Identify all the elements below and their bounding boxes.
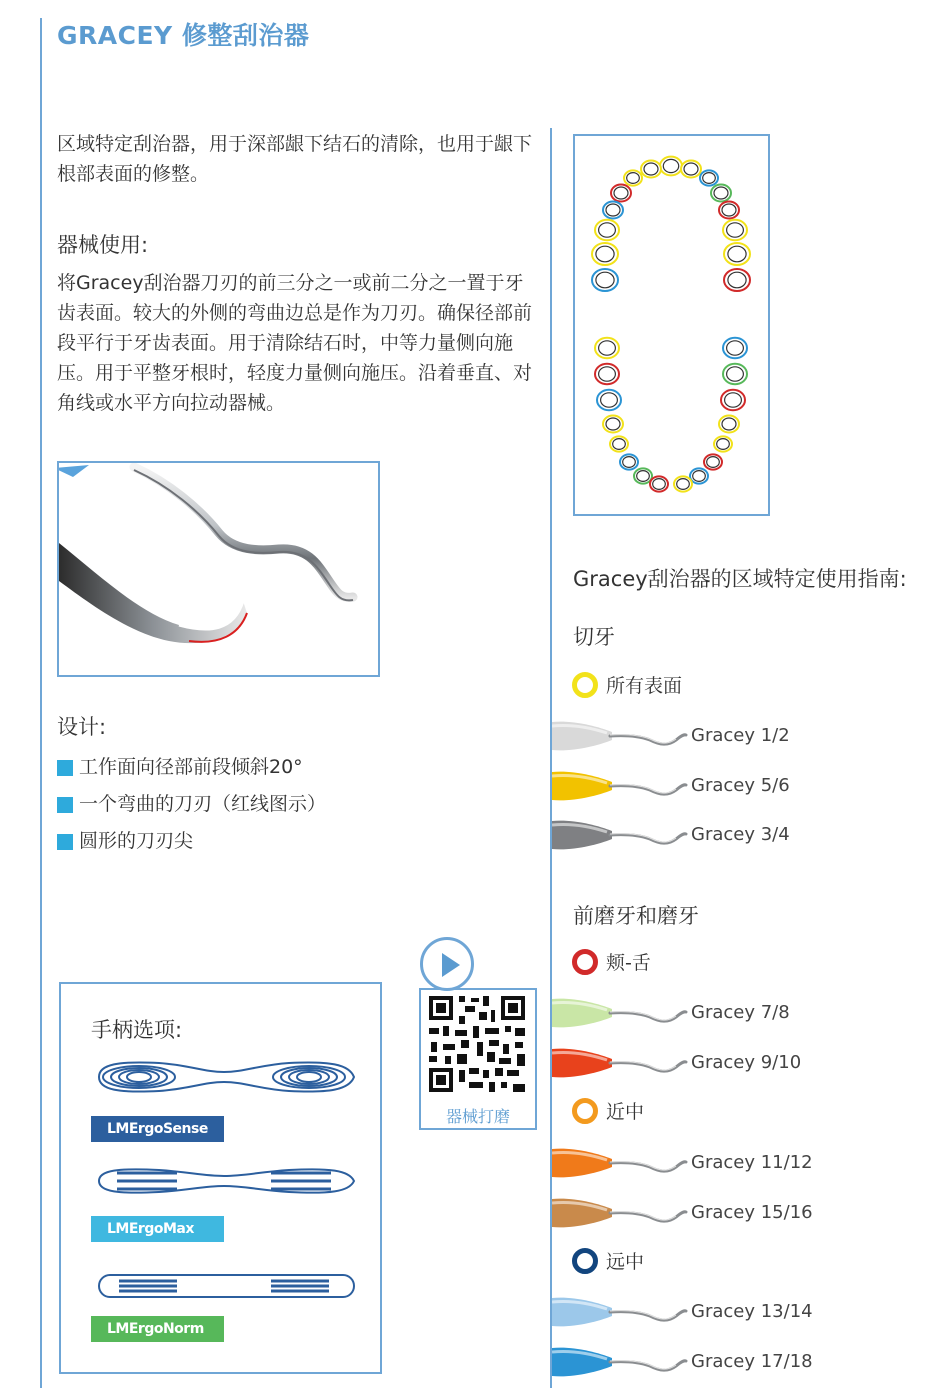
group-heading-premolars-molars: 前磨牙和磨牙 — [573, 904, 699, 928]
play-icon — [442, 953, 460, 977]
handle-options-panel — [59, 982, 382, 1374]
instrument-icon — [552, 813, 692, 857]
instrument-icon — [552, 714, 692, 758]
instrument-row — [552, 1290, 950, 1334]
design-item: 工作面向径部前段倾斜20° — [57, 749, 326, 786]
instrument-row — [552, 991, 950, 1035]
ergosense-handle-icon — [89, 1056, 359, 1098]
square-bullet-icon — [57, 760, 73, 776]
instrument-icon — [552, 991, 692, 1035]
instrument-name: Gracey 15/16 — [691, 1202, 813, 1223]
instrument-row — [552, 1191, 950, 1235]
instrument-row — [552, 813, 950, 857]
yellow-ring-icon — [572, 672, 598, 698]
surface-mesial: 近中 — [572, 1097, 644, 1124]
play-video-button[interactable] — [420, 937, 474, 991]
design-list — [57, 749, 326, 860]
square-bullet-icon — [57, 834, 73, 850]
handle-label-ergonorm: LMErgoNorm — [91, 1316, 224, 1342]
instrument-name: Gracey 9/10 — [691, 1052, 802, 1073]
handle-options-heading: 手柄选项: — [91, 1018, 183, 1042]
instrument-name: Gracey 13/14 — [691, 1301, 813, 1322]
surface-buccal-lingual: 颊-舌 — [572, 948, 651, 975]
intro-text: 区域特定刮治器，用于深部龈下结石的清除，也用于龈下根部表面的修整。 — [57, 133, 533, 185]
instrument-icon — [552, 1191, 692, 1235]
red-ring-icon — [572, 949, 598, 975]
instrument-row — [552, 1041, 950, 1085]
instrument-icon — [552, 1340, 692, 1384]
instrument-name: Gracey 11/12 — [691, 1152, 813, 1173]
page-title: GRACEY 修整刮治器 — [57, 21, 310, 50]
handle-label-ergosense: LMErgoSense — [91, 1116, 224, 1142]
square-bullet-icon — [57, 797, 73, 813]
instrument-icon — [552, 1141, 692, 1185]
design-item: 一个弯曲的刀刃（红线图示） — [57, 786, 326, 823]
instrument-name: Gracey 5/6 — [691, 775, 790, 796]
usage-text: 将Gracey刮治器刀刃的前三分之一或前二分之一置于牙齿表面。较大的外侧的弯曲边总是作为刀刃。确保径部前段平行于牙齿表面。用于清除结石时，中等力量侧向施压。用于平整牙根时，轻度力量侧向施压。沿着垂直、对角线或水平方向拉动器械。 — [57, 272, 533, 414]
left-divider — [40, 18, 42, 1388]
ergomax-handle-icon — [89, 1164, 359, 1198]
navy-ring-icon — [572, 1248, 598, 1274]
instrument-name: Gracey 1/2 — [691, 725, 790, 746]
instrument-icon — [552, 764, 692, 808]
instrument-icon — [552, 1041, 692, 1085]
ergonorm-handle-icon — [89, 1271, 359, 1301]
instrument-row — [552, 714, 950, 758]
tooth-outlines — [592, 157, 750, 492]
surface-all: 所有表面 — [572, 671, 682, 698]
instrument-name: Gracey 3/4 — [691, 824, 790, 845]
instrument-tip-image — [57, 461, 380, 677]
instrument-row — [552, 1141, 950, 1185]
instrument-name: Gracey 7/8 — [691, 1002, 790, 1023]
usage-heading: 器械使用: — [57, 233, 149, 257]
instrument-name: Gracey 17/18 — [691, 1351, 813, 1372]
design-item: 圆形的刀刃尖 — [57, 823, 326, 860]
orange-ring-icon — [572, 1098, 598, 1124]
guide-heading: Gracey刮治器的区域特定使用指南: — [573, 567, 907, 591]
surface-distal: 远中 — [572, 1247, 644, 1274]
qr-caption: 器械打磨 — [445, 1107, 510, 1126]
design-heading: 设计: — [57, 715, 107, 739]
instrument-row — [552, 764, 950, 808]
qr-code[interactable] — [421, 990, 535, 1100]
handle-label-ergomax: LMErgoMax — [91, 1216, 224, 1242]
dental-arch-diagram — [573, 134, 770, 516]
group-heading-incisors: 切牙 — [573, 625, 615, 649]
qr-code-panel[interactable] — [419, 988, 537, 1130]
instrument-icon — [552, 1290, 692, 1334]
instrument-row — [552, 1340, 950, 1384]
